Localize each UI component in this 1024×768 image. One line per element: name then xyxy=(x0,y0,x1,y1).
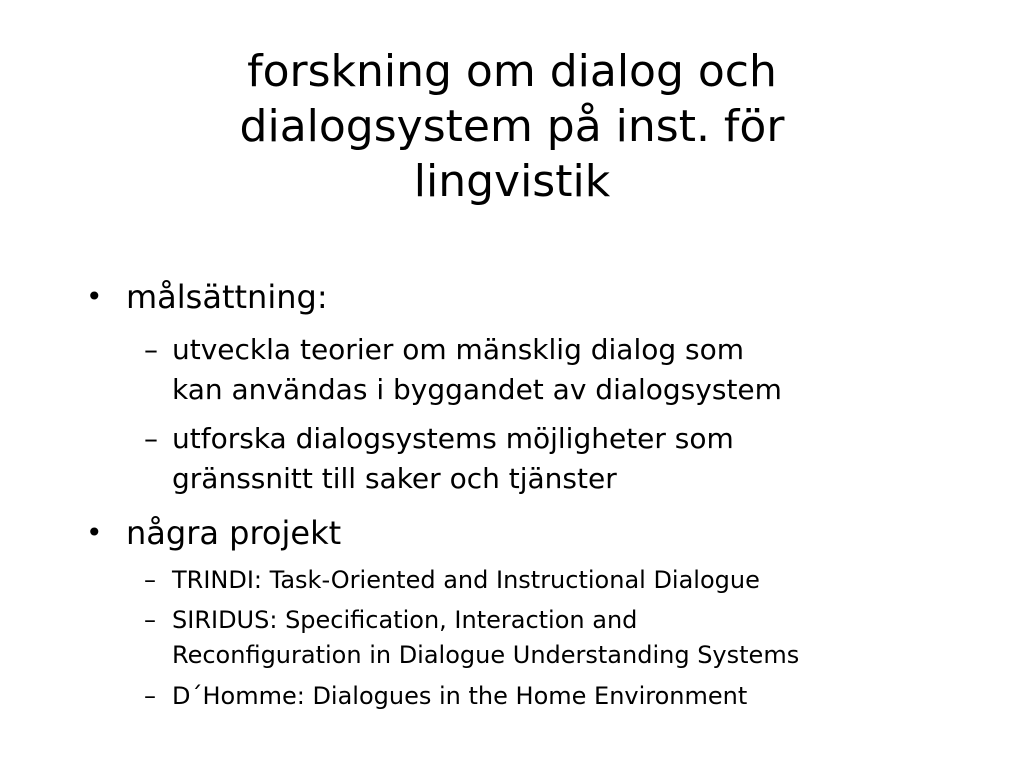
title-line: lingvistik xyxy=(413,156,611,207)
title-line: forskning om dialog och xyxy=(247,46,777,97)
bullet-dot-icon: • xyxy=(86,280,103,313)
dash-icon: – xyxy=(144,606,156,634)
bullet-dot-icon: • xyxy=(86,516,103,549)
dash-icon: – xyxy=(144,566,156,594)
dash-icon: – xyxy=(144,682,156,710)
bullet-label: några projekt xyxy=(126,514,342,552)
sub-bullet-line: TRINDI: Task-Oriented and Instructional Dialogue xyxy=(172,566,760,594)
sub-bullet-line: gränssnitt till saker och tjänster xyxy=(172,462,617,495)
sub-bullet-line: utforska dialogsystems möjligheter som xyxy=(172,422,734,455)
sub-bullet-line: Reconfiguration in Dialogue Understanding Systems xyxy=(172,641,800,669)
sub-bullet-line: utveckla teorier om mänsklig dialog som xyxy=(172,333,745,366)
bullet-label: målsättning: xyxy=(126,278,328,316)
sub-bullet-line: kan användas i byggandet av dialogsystem xyxy=(172,373,782,406)
slide-title xyxy=(112,44,912,209)
dash-icon: – xyxy=(144,333,158,366)
title-line: dialogsystem på inst. för xyxy=(239,101,785,152)
sub-bullet-line: SIRIDUS: Specification, Interaction and xyxy=(172,606,638,634)
sub-bullet-line: D´Homme: Dialogues in the Home Environment xyxy=(172,682,748,710)
dash-icon: – xyxy=(144,422,158,455)
